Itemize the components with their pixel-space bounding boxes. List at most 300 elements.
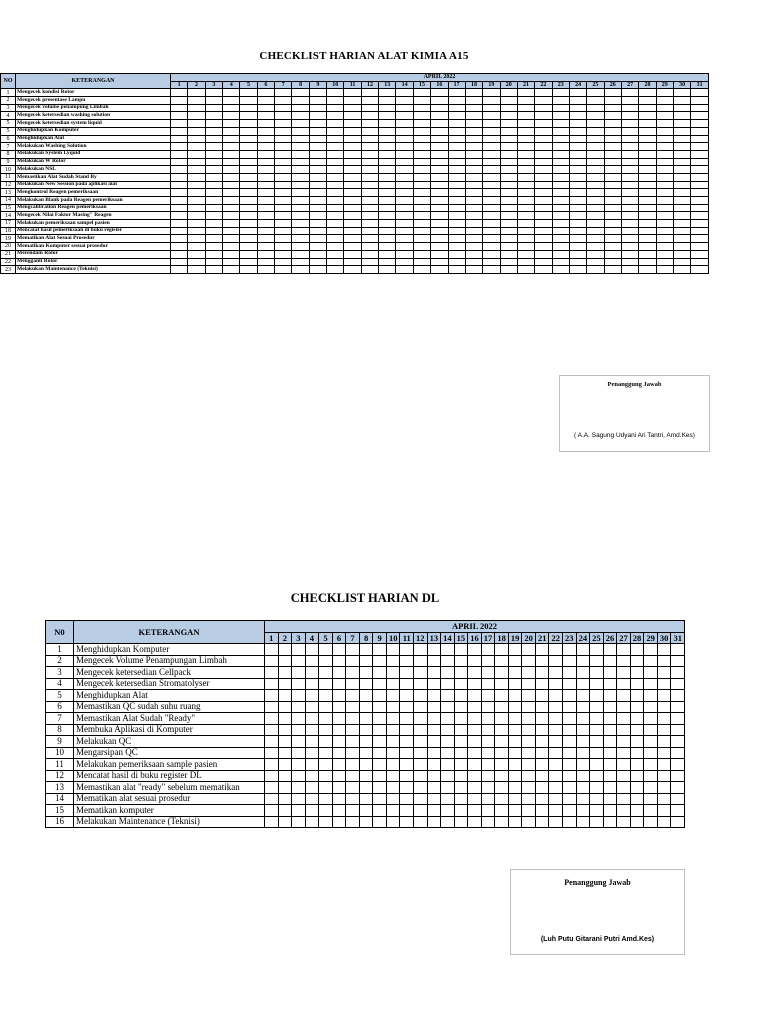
check-cell[interactable] bbox=[604, 89, 621, 97]
check-cell[interactable] bbox=[431, 104, 448, 112]
check-cell[interactable] bbox=[292, 678, 306, 690]
check-cell[interactable] bbox=[448, 112, 465, 120]
check-cell[interactable] bbox=[587, 97, 604, 105]
check-cell[interactable] bbox=[621, 127, 638, 135]
check-cell[interactable] bbox=[563, 759, 577, 771]
check-cell[interactable] bbox=[535, 243, 552, 251]
check-cell[interactable] bbox=[413, 197, 430, 205]
check-cell[interactable] bbox=[522, 759, 536, 771]
check-cell[interactable] bbox=[535, 135, 552, 143]
check-cell[interactable] bbox=[563, 690, 577, 702]
check-cell[interactable] bbox=[656, 212, 673, 220]
check-cell[interactable] bbox=[549, 701, 563, 713]
check-cell[interactable] bbox=[171, 227, 188, 235]
check-cell[interactable] bbox=[552, 250, 569, 258]
check-cell[interactable] bbox=[481, 713, 495, 725]
check-cell[interactable] bbox=[278, 747, 292, 759]
check-cell[interactable] bbox=[413, 166, 430, 174]
check-cell[interactable] bbox=[569, 258, 586, 266]
check-cell[interactable] bbox=[171, 266, 188, 274]
check-cell[interactable] bbox=[630, 770, 644, 782]
check-cell[interactable] bbox=[379, 243, 396, 251]
check-cell[interactable] bbox=[344, 135, 361, 143]
check-cell[interactable] bbox=[386, 759, 400, 771]
check-cell[interactable] bbox=[448, 150, 465, 158]
check-cell[interactable] bbox=[414, 655, 428, 667]
check-cell[interactable] bbox=[603, 782, 617, 794]
check-cell[interactable] bbox=[671, 759, 685, 771]
check-cell[interactable] bbox=[454, 644, 468, 656]
check-cell[interactable] bbox=[292, 243, 309, 251]
check-cell[interactable] bbox=[292, 655, 306, 667]
check-cell[interactable] bbox=[569, 112, 586, 120]
check-cell[interactable] bbox=[517, 173, 534, 181]
check-cell[interactable] bbox=[441, 747, 455, 759]
check-cell[interactable] bbox=[691, 235, 709, 243]
check-cell[interactable] bbox=[396, 258, 413, 266]
check-cell[interactable] bbox=[563, 770, 577, 782]
check-cell[interactable] bbox=[576, 805, 590, 817]
check-cell[interactable] bbox=[535, 143, 552, 151]
check-cell[interactable] bbox=[305, 655, 319, 667]
check-cell[interactable] bbox=[569, 135, 586, 143]
check-cell[interactable] bbox=[468, 816, 482, 828]
check-cell[interactable] bbox=[240, 204, 257, 212]
check-cell[interactable] bbox=[292, 166, 309, 174]
check-cell[interactable] bbox=[656, 250, 673, 258]
check-cell[interactable] bbox=[292, 181, 309, 189]
check-cell[interactable] bbox=[587, 166, 604, 174]
check-cell[interactable] bbox=[292, 266, 309, 274]
check-cell[interactable] bbox=[604, 173, 621, 181]
check-cell[interactable] bbox=[604, 227, 621, 235]
check-cell[interactable] bbox=[657, 655, 671, 667]
check-cell[interactable] bbox=[292, 150, 309, 158]
check-cell[interactable] bbox=[535, 816, 549, 828]
check-cell[interactable] bbox=[604, 120, 621, 128]
check-cell[interactable] bbox=[275, 173, 292, 181]
check-cell[interactable] bbox=[604, 220, 621, 228]
check-cell[interactable] bbox=[413, 181, 430, 189]
check-cell[interactable] bbox=[563, 724, 577, 736]
check-cell[interactable] bbox=[500, 127, 517, 135]
check-cell[interactable] bbox=[396, 120, 413, 128]
check-cell[interactable] bbox=[292, 212, 309, 220]
check-cell[interactable] bbox=[265, 770, 279, 782]
check-cell[interactable] bbox=[639, 173, 656, 181]
check-cell[interactable] bbox=[495, 816, 509, 828]
check-cell[interactable] bbox=[361, 89, 378, 97]
check-cell[interactable] bbox=[379, 227, 396, 235]
check-cell[interactable] bbox=[495, 736, 509, 748]
check-cell[interactable] bbox=[552, 197, 569, 205]
check-cell[interactable] bbox=[278, 644, 292, 656]
check-cell[interactable] bbox=[517, 243, 534, 251]
check-cell[interactable] bbox=[379, 173, 396, 181]
check-cell[interactable] bbox=[483, 227, 500, 235]
check-cell[interactable] bbox=[379, 120, 396, 128]
check-cell[interactable] bbox=[495, 747, 509, 759]
check-cell[interactable] bbox=[223, 158, 240, 166]
check-cell[interactable] bbox=[305, 770, 319, 782]
check-cell[interactable] bbox=[188, 266, 205, 274]
check-cell[interactable] bbox=[359, 678, 373, 690]
check-cell[interactable] bbox=[414, 747, 428, 759]
check-cell[interactable] bbox=[517, 204, 534, 212]
check-cell[interactable] bbox=[454, 747, 468, 759]
check-cell[interactable] bbox=[454, 805, 468, 817]
check-cell[interactable] bbox=[414, 770, 428, 782]
check-cell[interactable] bbox=[673, 135, 690, 143]
check-cell[interactable] bbox=[673, 266, 690, 274]
check-cell[interactable] bbox=[396, 89, 413, 97]
check-cell[interactable] bbox=[465, 189, 482, 197]
check-cell[interactable] bbox=[603, 770, 617, 782]
check-cell[interactable] bbox=[483, 173, 500, 181]
check-cell[interactable] bbox=[400, 701, 414, 713]
check-cell[interactable] bbox=[396, 97, 413, 105]
check-cell[interactable] bbox=[346, 759, 360, 771]
check-cell[interactable] bbox=[691, 204, 709, 212]
check-cell[interactable] bbox=[587, 220, 604, 228]
check-cell[interactable] bbox=[373, 690, 387, 702]
check-cell[interactable] bbox=[495, 690, 509, 702]
check-cell[interactable] bbox=[603, 644, 617, 656]
check-cell[interactable] bbox=[373, 724, 387, 736]
check-cell[interactable] bbox=[656, 197, 673, 205]
check-cell[interactable] bbox=[223, 204, 240, 212]
check-cell[interactable] bbox=[379, 158, 396, 166]
check-cell[interactable] bbox=[673, 112, 690, 120]
check-cell[interactable] bbox=[379, 181, 396, 189]
check-cell[interactable] bbox=[344, 189, 361, 197]
check-cell[interactable] bbox=[359, 736, 373, 748]
check-cell[interactable] bbox=[400, 759, 414, 771]
check-cell[interactable] bbox=[517, 227, 534, 235]
check-cell[interactable] bbox=[552, 266, 569, 274]
check-cell[interactable] bbox=[587, 150, 604, 158]
check-cell[interactable] bbox=[327, 112, 344, 120]
check-cell[interactable] bbox=[361, 204, 378, 212]
check-cell[interactable] bbox=[427, 678, 441, 690]
check-cell[interactable] bbox=[400, 713, 414, 725]
check-cell[interactable] bbox=[639, 181, 656, 189]
check-cell[interactable] bbox=[400, 655, 414, 667]
check-cell[interactable] bbox=[344, 266, 361, 274]
check-cell[interactable] bbox=[639, 227, 656, 235]
check-cell[interactable] bbox=[569, 158, 586, 166]
check-cell[interactable] bbox=[441, 805, 455, 817]
check-cell[interactable] bbox=[656, 112, 673, 120]
check-cell[interactable] bbox=[305, 782, 319, 794]
check-cell[interactable] bbox=[630, 736, 644, 748]
check-cell[interactable] bbox=[535, 204, 552, 212]
check-cell[interactable] bbox=[414, 724, 428, 736]
check-cell[interactable] bbox=[305, 724, 319, 736]
check-cell[interactable] bbox=[483, 258, 500, 266]
check-cell[interactable] bbox=[223, 143, 240, 151]
check-cell[interactable] bbox=[240, 104, 257, 112]
check-cell[interactable] bbox=[205, 227, 222, 235]
check-cell[interactable] bbox=[673, 89, 690, 97]
check-cell[interactable] bbox=[465, 173, 482, 181]
check-cell[interactable] bbox=[292, 258, 309, 266]
check-cell[interactable] bbox=[275, 181, 292, 189]
check-cell[interactable] bbox=[587, 181, 604, 189]
check-cell[interactable] bbox=[400, 690, 414, 702]
check-cell[interactable] bbox=[171, 166, 188, 174]
check-cell[interactable] bbox=[630, 747, 644, 759]
check-cell[interactable] bbox=[495, 644, 509, 656]
check-cell[interactable] bbox=[495, 759, 509, 771]
check-cell[interactable] bbox=[535, 227, 552, 235]
check-cell[interactable] bbox=[454, 713, 468, 725]
check-cell[interactable] bbox=[563, 747, 577, 759]
check-cell[interactable] bbox=[327, 227, 344, 235]
check-cell[interactable] bbox=[671, 747, 685, 759]
check-cell[interactable] bbox=[671, 713, 685, 725]
check-cell[interactable] bbox=[414, 678, 428, 690]
check-cell[interactable] bbox=[305, 747, 319, 759]
check-cell[interactable] bbox=[344, 243, 361, 251]
check-cell[interactable] bbox=[603, 793, 617, 805]
check-cell[interactable] bbox=[639, 220, 656, 228]
check-cell[interactable] bbox=[508, 805, 522, 817]
check-cell[interactable] bbox=[639, 189, 656, 197]
check-cell[interactable] bbox=[361, 220, 378, 228]
check-cell[interactable] bbox=[265, 736, 279, 748]
check-cell[interactable] bbox=[495, 805, 509, 817]
check-cell[interactable] bbox=[292, 724, 306, 736]
check-cell[interactable] bbox=[386, 793, 400, 805]
check-cell[interactable] bbox=[587, 266, 604, 274]
check-cell[interactable] bbox=[396, 266, 413, 274]
check-cell[interactable] bbox=[431, 150, 448, 158]
check-cell[interactable] bbox=[483, 158, 500, 166]
check-cell[interactable] bbox=[454, 678, 468, 690]
check-cell[interactable] bbox=[265, 667, 279, 679]
check-cell[interactable] bbox=[621, 120, 638, 128]
check-cell[interactable] bbox=[309, 89, 326, 97]
check-cell[interactable] bbox=[644, 816, 658, 828]
check-cell[interactable] bbox=[671, 736, 685, 748]
check-cell[interactable] bbox=[223, 243, 240, 251]
check-cell[interactable] bbox=[223, 104, 240, 112]
check-cell[interactable] bbox=[673, 197, 690, 205]
check-cell[interactable] bbox=[656, 166, 673, 174]
check-cell[interactable] bbox=[465, 235, 482, 243]
check-cell[interactable] bbox=[327, 266, 344, 274]
check-cell[interactable] bbox=[483, 143, 500, 151]
check-cell[interactable] bbox=[590, 736, 604, 748]
check-cell[interactable] bbox=[361, 166, 378, 174]
check-cell[interactable] bbox=[657, 736, 671, 748]
check-cell[interactable] bbox=[639, 97, 656, 105]
check-cell[interactable] bbox=[427, 747, 441, 759]
check-cell[interactable] bbox=[500, 204, 517, 212]
check-cell[interactable] bbox=[413, 143, 430, 151]
check-cell[interactable] bbox=[483, 97, 500, 105]
check-cell[interactable] bbox=[413, 150, 430, 158]
check-cell[interactable] bbox=[379, 204, 396, 212]
check-cell[interactable] bbox=[630, 655, 644, 667]
check-cell[interactable] bbox=[413, 127, 430, 135]
check-cell[interactable] bbox=[549, 770, 563, 782]
check-cell[interactable] bbox=[673, 181, 690, 189]
check-cell[interactable] bbox=[576, 793, 590, 805]
check-cell[interactable] bbox=[413, 173, 430, 181]
check-cell[interactable] bbox=[240, 181, 257, 189]
check-cell[interactable] bbox=[522, 701, 536, 713]
check-cell[interactable] bbox=[346, 644, 360, 656]
check-cell[interactable] bbox=[691, 112, 709, 120]
check-cell[interactable] bbox=[332, 770, 346, 782]
check-cell[interactable] bbox=[171, 135, 188, 143]
check-cell[interactable] bbox=[292, 644, 306, 656]
check-cell[interactable] bbox=[590, 747, 604, 759]
check-cell[interactable] bbox=[500, 158, 517, 166]
check-cell[interactable] bbox=[621, 204, 638, 212]
check-cell[interactable] bbox=[205, 112, 222, 120]
check-cell[interactable] bbox=[522, 690, 536, 702]
check-cell[interactable] bbox=[603, 747, 617, 759]
check-cell[interactable] bbox=[448, 243, 465, 251]
check-cell[interactable] bbox=[576, 736, 590, 748]
check-cell[interactable] bbox=[671, 678, 685, 690]
check-cell[interactable] bbox=[309, 189, 326, 197]
check-cell[interactable] bbox=[535, 181, 552, 189]
check-cell[interactable] bbox=[327, 120, 344, 128]
check-cell[interactable] bbox=[205, 243, 222, 251]
check-cell[interactable] bbox=[413, 258, 430, 266]
check-cell[interactable] bbox=[465, 227, 482, 235]
check-cell[interactable] bbox=[569, 250, 586, 258]
check-cell[interactable] bbox=[535, 250, 552, 258]
check-cell[interactable] bbox=[257, 250, 274, 258]
check-cell[interactable] bbox=[603, 805, 617, 817]
check-cell[interactable] bbox=[240, 127, 257, 135]
check-cell[interactable] bbox=[604, 197, 621, 205]
check-cell[interactable] bbox=[630, 793, 644, 805]
check-cell[interactable] bbox=[305, 701, 319, 713]
check-cell[interactable] bbox=[427, 655, 441, 667]
check-cell[interactable] bbox=[396, 243, 413, 251]
check-cell[interactable] bbox=[500, 135, 517, 143]
check-cell[interactable] bbox=[292, 220, 309, 228]
check-cell[interactable] bbox=[319, 667, 333, 679]
check-cell[interactable] bbox=[414, 690, 428, 702]
check-cell[interactable] bbox=[587, 104, 604, 112]
check-cell[interactable] bbox=[639, 212, 656, 220]
check-cell[interactable] bbox=[535, 150, 552, 158]
check-cell[interactable] bbox=[361, 258, 378, 266]
check-cell[interactable] bbox=[522, 793, 536, 805]
check-cell[interactable] bbox=[205, 120, 222, 128]
check-cell[interactable] bbox=[441, 690, 455, 702]
check-cell[interactable] bbox=[603, 759, 617, 771]
check-cell[interactable] bbox=[373, 782, 387, 794]
check-cell[interactable] bbox=[630, 701, 644, 713]
check-cell[interactable] bbox=[656, 181, 673, 189]
check-cell[interactable] bbox=[535, 713, 549, 725]
check-cell[interactable] bbox=[552, 120, 569, 128]
check-cell[interactable] bbox=[617, 701, 631, 713]
check-cell[interactable] bbox=[431, 243, 448, 251]
check-cell[interactable] bbox=[656, 104, 673, 112]
check-cell[interactable] bbox=[621, 220, 638, 228]
check-cell[interactable] bbox=[549, 667, 563, 679]
check-cell[interactable] bbox=[373, 655, 387, 667]
check-cell[interactable] bbox=[481, 793, 495, 805]
check-cell[interactable] bbox=[223, 89, 240, 97]
check-cell[interactable] bbox=[465, 250, 482, 258]
check-cell[interactable] bbox=[205, 197, 222, 205]
check-cell[interactable] bbox=[468, 736, 482, 748]
check-cell[interactable] bbox=[671, 805, 685, 817]
check-cell[interactable] bbox=[205, 127, 222, 135]
check-cell[interactable] bbox=[448, 89, 465, 97]
check-cell[interactable] bbox=[656, 235, 673, 243]
check-cell[interactable] bbox=[569, 143, 586, 151]
check-cell[interactable] bbox=[569, 266, 586, 274]
check-cell[interactable] bbox=[188, 104, 205, 112]
check-cell[interactable] bbox=[278, 816, 292, 828]
check-cell[interactable] bbox=[292, 189, 309, 197]
check-cell[interactable] bbox=[278, 782, 292, 794]
check-cell[interactable] bbox=[587, 235, 604, 243]
check-cell[interactable] bbox=[563, 713, 577, 725]
check-cell[interactable] bbox=[587, 227, 604, 235]
check-cell[interactable] bbox=[278, 690, 292, 702]
check-cell[interactable] bbox=[517, 135, 534, 143]
check-cell[interactable] bbox=[396, 197, 413, 205]
check-cell[interactable] bbox=[500, 104, 517, 112]
check-cell[interactable] bbox=[468, 655, 482, 667]
check-cell[interactable] bbox=[240, 220, 257, 228]
check-cell[interactable] bbox=[673, 189, 690, 197]
check-cell[interactable] bbox=[563, 793, 577, 805]
check-cell[interactable] bbox=[359, 759, 373, 771]
check-cell[interactable] bbox=[621, 250, 638, 258]
check-cell[interactable] bbox=[257, 120, 274, 128]
check-cell[interactable] bbox=[400, 816, 414, 828]
check-cell[interactable] bbox=[344, 143, 361, 151]
check-cell[interactable] bbox=[517, 258, 534, 266]
check-cell[interactable] bbox=[379, 112, 396, 120]
check-cell[interactable] bbox=[171, 127, 188, 135]
check-cell[interactable] bbox=[344, 258, 361, 266]
check-cell[interactable] bbox=[344, 212, 361, 220]
check-cell[interactable] bbox=[522, 655, 536, 667]
check-cell[interactable] bbox=[396, 227, 413, 235]
check-cell[interactable] bbox=[379, 89, 396, 97]
check-cell[interactable] bbox=[535, 782, 549, 794]
check-cell[interactable] bbox=[257, 258, 274, 266]
check-cell[interactable] bbox=[332, 805, 346, 817]
check-cell[interactable] bbox=[275, 220, 292, 228]
check-cell[interactable] bbox=[414, 701, 428, 713]
check-cell[interactable] bbox=[205, 143, 222, 151]
check-cell[interactable] bbox=[309, 112, 326, 120]
check-cell[interactable] bbox=[359, 747, 373, 759]
check-cell[interactable] bbox=[644, 678, 658, 690]
check-cell[interactable] bbox=[563, 736, 577, 748]
check-cell[interactable] bbox=[205, 235, 222, 243]
check-cell[interactable] bbox=[522, 805, 536, 817]
check-cell[interactable] bbox=[500, 197, 517, 205]
check-cell[interactable] bbox=[361, 112, 378, 120]
check-cell[interactable] bbox=[552, 220, 569, 228]
